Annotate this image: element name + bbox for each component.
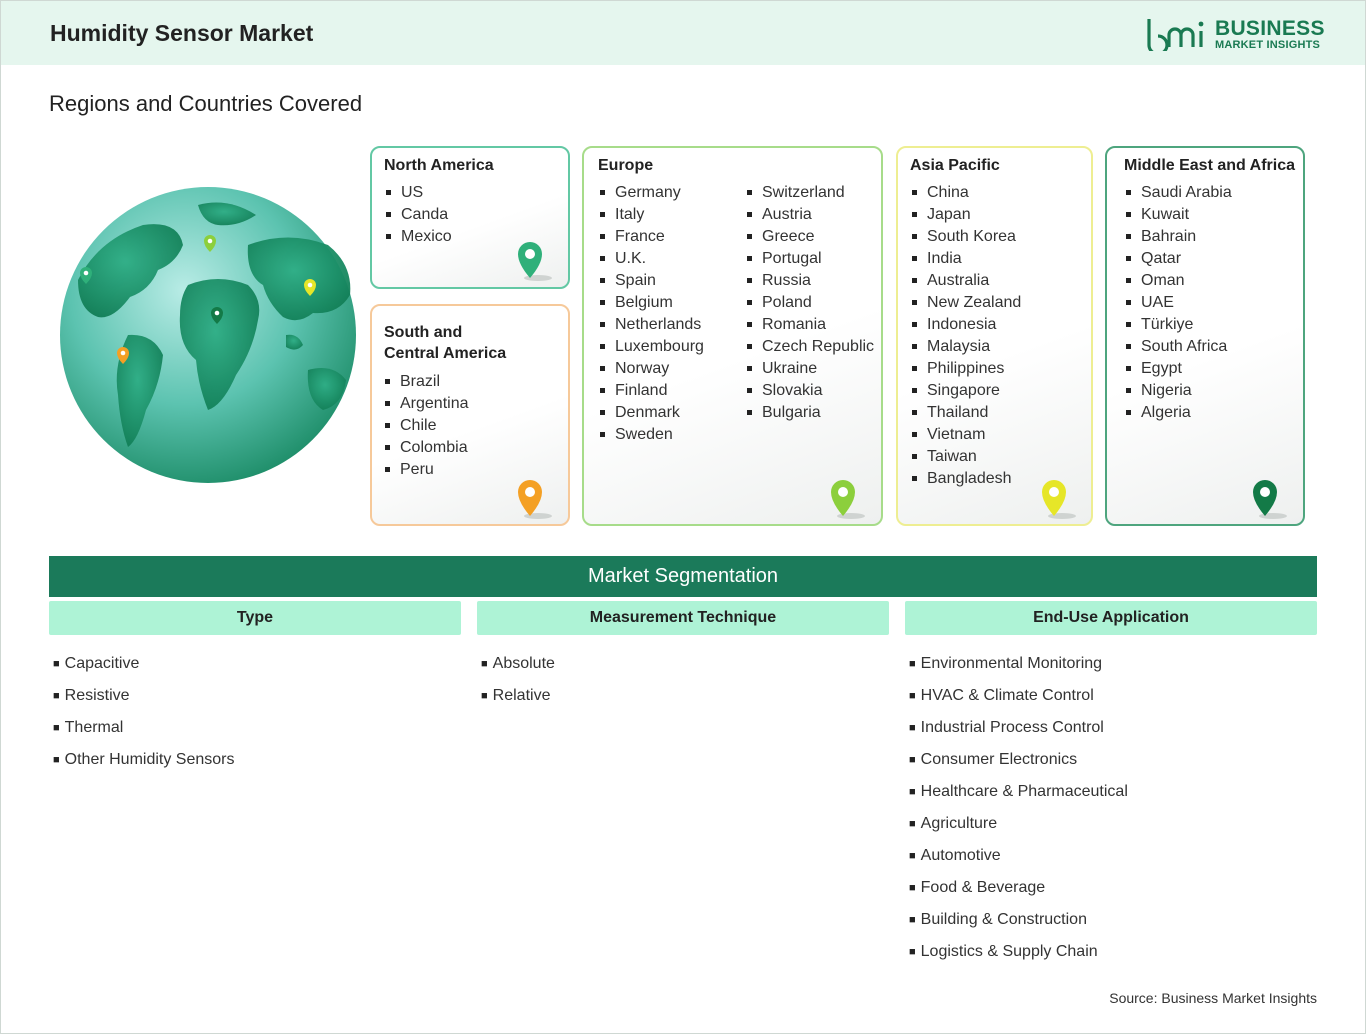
logo-brand-subtitle: MARKET INSIGHTS [1215,39,1321,51]
list-item: Norway [598,358,704,380]
list-item: India [910,248,1021,270]
list-item: Malaysia [910,336,1021,358]
list-item: Oman [1124,270,1232,292]
country-list [910,182,1021,490]
regions-title: Regions and Countries Covered [49,91,363,116]
country-list [383,371,469,481]
bmi-logo [1145,17,1325,53]
region-card-middle-east-africa [1105,146,1305,526]
region-title [384,322,506,364]
list-item: Singapore [910,380,1021,402]
list-item: China [910,182,1021,204]
region-title-line1: South and [384,324,463,341]
list-item: Mexico [384,226,452,248]
list-item: UAE [1124,292,1232,314]
list-item: ■ Consumer Electronics [909,748,1128,780]
list-item: ■ Absolute [481,652,555,684]
country-list-col1 [598,182,704,446]
list-item: New Zealand [910,292,1021,314]
list-item: Türkiye [1124,314,1232,336]
segment-header-end-use-application: End-Use Application [905,601,1317,635]
list-item: Czech Republic [745,336,874,358]
list-item: Japan [910,204,1021,226]
list-item: Bahrain [1124,226,1232,248]
logo-brand-name: BUSINESS [1215,17,1325,40]
list-item: Greece [745,226,874,248]
list-item: Brazil [383,371,469,393]
list-item: South Africa [1124,336,1232,358]
list-item: ■ Food & Beverage [909,876,1128,908]
list-item: Qatar [1124,248,1232,270]
list-item: Netherlands [598,314,704,336]
list-item: ■ Capacitive [53,652,235,684]
list-item: Chile [383,415,469,437]
list-item: Sweden [598,424,704,446]
region-title-line2: Central America [384,345,507,362]
list-item: Egypt [1124,358,1232,380]
list-item: Peru [383,459,469,481]
region-card-south-central-america [370,304,570,526]
list-item: Germany [598,182,704,204]
list-item: Luxembourg [598,336,704,358]
list-item: ■ Logistics & Supply Chain [909,940,1128,972]
list-item: Spain [598,270,704,292]
list-item: ■ Industrial Process Control [909,716,1128,748]
source-note: Source: Business Market Insights [1109,990,1317,1006]
list-item: Algeria [1124,402,1232,424]
country-list-col2 [745,182,874,424]
list-item: U.K. [598,248,704,270]
list-item: France [598,226,704,248]
list-item: ■ Agriculture [909,812,1128,844]
header-bar [1,1,1365,65]
region-title: Asia Pacific [910,157,1000,174]
list-item: Bulgaria [745,402,874,424]
list-item: Nigeria [1124,380,1232,402]
list-item: Kuwait [1124,204,1232,226]
list-item: Saudi Arabia [1124,182,1232,204]
list-item: Denmark [598,402,704,424]
segment-list-type [53,652,235,780]
list-item: Vietnam [910,424,1021,446]
list-item: Indonesia [910,314,1021,336]
list-item: Finland [598,380,704,402]
list-item: Colombia [383,437,469,459]
list-item: ■ Building & Construction [909,908,1128,940]
list-item: ■ Other Humidity Sensors [53,748,235,780]
page-title: Humidity Sensor Market [50,20,314,46]
region-title: Europe [598,157,654,174]
list-item: Poland [745,292,874,314]
map-pin-icon [516,478,556,522]
list-item: ■ HVAC & Climate Control [909,684,1128,716]
list-item: South Korea [910,226,1021,248]
list-item: Taiwan [910,446,1021,468]
map-pin-icon [1040,478,1080,522]
bmi-logo-mark [1145,17,1209,51]
list-item: ■ Automotive [909,844,1128,876]
country-list [384,182,452,248]
segment-header-type: Type [49,601,461,635]
list-item: ■ Thermal [53,716,235,748]
region-title: Middle East and Africa [1124,157,1295,174]
list-item: ■ Relative [481,684,555,716]
list-item: US [384,182,452,204]
list-item: Ukraine [745,358,874,380]
map-pin-icon [516,240,556,284]
list-item: Belgium [598,292,704,314]
list-item: Slovakia [745,380,874,402]
list-item: Austria [745,204,874,226]
region-card-europe [582,146,883,526]
segment-list-measurement-technique [481,652,555,716]
list-item: ■ Healthcare & Pharmaceutical [909,780,1128,812]
map-pin-icon [1251,478,1291,522]
segmentation-title-bar: Market Segmentation [49,556,1317,597]
region-card-north-america [370,146,570,289]
country-list [1124,182,1232,424]
list-item: Bangladesh [910,468,1021,490]
list-item: Romania [745,314,874,336]
list-item: Portugal [745,248,874,270]
list-item: ■ Resistive [53,684,235,716]
list-item: ■ Environmental Monitoring [909,652,1128,684]
list-item: Italy [598,204,704,226]
list-item: Argentina [383,393,469,415]
list-item: Switzerland [745,182,874,204]
list-item: Thailand [910,402,1021,424]
list-item: Russia [745,270,874,292]
region-card-asia-pacific [896,146,1093,526]
list-item: Canda [384,204,452,226]
list-item: Philippines [910,358,1021,380]
list-item: Australia [910,270,1021,292]
map-pin-icon [829,478,869,522]
segment-header-measurement-technique: Measurement Technique [477,601,889,635]
segment-list-end-use-application [909,652,1128,972]
globe-illustration [58,185,362,489]
region-title: North America [384,157,494,174]
